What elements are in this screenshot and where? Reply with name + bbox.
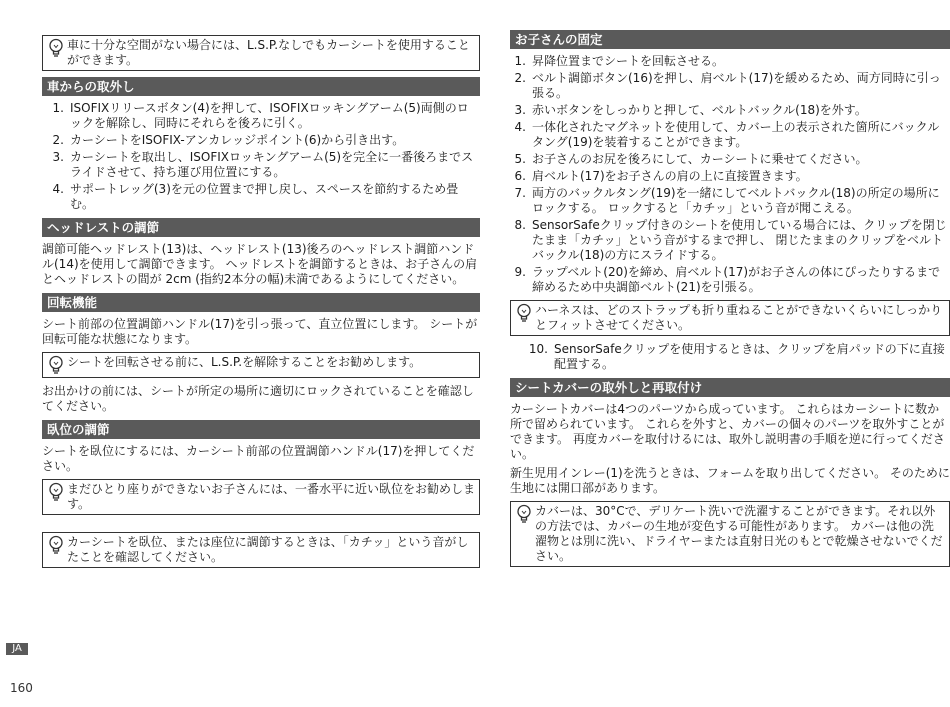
- note-box: [42, 35, 480, 71]
- list-item: 3. カーシートを取出し、ISOFIXロッキングアーム(5)を完全に一番後ろまでスライドさせて、持ち運び用位置にする。: [52, 150, 474, 179]
- list-item: 4. サポートレッグ(3)を元の位置まで押し戻し、スペースを節約するため畳む。: [52, 182, 459, 211]
- left-column: [42, 30, 480, 574]
- note-box: [42, 352, 480, 378]
- note-text: まだひとり座りができないお子さんには、一番水平に近い臥位をお勧めします。: [67, 482, 476, 511]
- note-box: [510, 300, 950, 336]
- headrest-text: 調節可能ヘッドレスト(13)は、ヘッドレスト(13)後ろのヘッドレスト調節ハンドル(14)を使用して調節できます。 ヘッドレストを調節するときは、お子さんの肩とヘッドレストの間が 2cm (指約2本分の幅)未満であるようにしてください。: [42, 242, 478, 286]
- note-text: ハーネスは、どのストラップも折り重ねることができないくらいにしっかりとフィットさせてください。: [535, 303, 943, 332]
- list-item: 9. ラップベルト(20)を締め、肩ベルト(17)がお子さんの体にぴったりするまで締めるため中央調節ベルト(21)を引張る。: [514, 265, 941, 294]
- lightbulb-icon: [47, 38, 65, 58]
- section-heading-fixing: お子さんの固定: [510, 30, 950, 49]
- list-item: 10. SensorSafeクリップを使用するときは、クリップを肩パッドの下に直接配置する。: [528, 342, 945, 371]
- lightbulb-icon: [47, 535, 65, 555]
- lightbulb-icon: [47, 482, 65, 502]
- note-box: [510, 501, 950, 567]
- list-item: 2. ベルト調節ボタン(16)を押し、肩ベルト(17)を緩めるため、両方同時に引っ張る。: [514, 71, 941, 100]
- list-item: 5. お子さんのお尻を後ろにして、カーシートに乗せてください。: [514, 152, 868, 166]
- rotation-text: シート前部の位置調節ハンドル(17)を引っ張って、直立位置にします。 シートが回転可能な状態になります。: [42, 317, 478, 346]
- section-heading-remove-car: 車からの取外し: [42, 77, 480, 96]
- section-heading-recline: 臥位の調節: [42, 420, 480, 439]
- note-text: カバーは、30°Cで、デリケート洗いで洗濯することができます。それ以外の方法では、カバーの生地が変色する可能性があります。 カバーは他の洗濯物とは別に洗い、ドライヤーまたは直射日光のもとで乾燥させないでください。: [535, 504, 943, 563]
- list-item: 1. 昇降位置までシートを回転させる。: [514, 54, 725, 68]
- section-heading-rotation: 回転機能: [42, 293, 480, 312]
- list-item: 6. 肩ベルト(17)をお子さんの肩の上に直接置きます。: [514, 169, 808, 183]
- cover-text-1: カーシートカバーは4つのパーツから成っています。 これらはカーシートに数か所で留められています。 これらを外すと、カバーの個々のパーツを取外すことができます。 再度カバーを取付けるには、取外し説明書の手順を逆に行ってください。: [510, 402, 945, 461]
- note-text: カーシートを臥位、または座位に調節するときは、「カチッ」という音がしたことを確認してください。: [67, 535, 469, 564]
- right-column: [510, 30, 950, 573]
- remove-steps: [42, 101, 480, 212]
- lightbulb-icon: [515, 504, 533, 524]
- rotation-text-2: お出かけの前には、シートが所定の場所に適切にロックされていることを確認してください。: [42, 384, 474, 413]
- list-item: 3. 赤いボタンをしっかりと押して、ベルトバックル(18)を外す。: [514, 103, 867, 117]
- cover-text-2: 新生児用インレー(1)を洗うときは、フォームを取り出してください。 そのために生地には開口部があります。: [510, 466, 950, 495]
- note-box: [42, 532, 480, 568]
- list-item: 4. 一体化されたマグネットを使用して、カバー上の表示された箇所にバックルタング(19)を装着することができます。: [514, 120, 940, 149]
- page-number: 160: [10, 681, 33, 695]
- lightbulb-icon: [515, 303, 533, 323]
- section-heading-headrest: ヘッドレストの調節: [42, 218, 480, 237]
- fixing-steps-cont: [510, 342, 950, 372]
- fixing-steps: [510, 54, 950, 295]
- recline-text: シートを臥位にするには、カーシート前部の位置調節ハンドル(17)を押してください。: [42, 444, 475, 473]
- lightbulb-icon: [47, 355, 65, 375]
- list-item: 2. カーシートをISOFIX-アンカレッジポイント(6)から引き出す。: [52, 133, 405, 147]
- note-box: [42, 479, 480, 515]
- list-item: 7. 両方のバックルタング(19)を一緒にしてベルトバックル(18)の所定の場所にロックする。 ロックすると「カチッ」という音が聞こえる。: [514, 186, 940, 215]
- list-item: 1. ISOFIXリリースボタン(4)を押して、ISOFIXロッキングアーム(5)両側のロックを解除し、同時にそれらを後ろに引く。: [52, 101, 469, 130]
- list-item: 8. SensorSafeクリップ付きのシートを使用している場合には、クリップを閉じたまま「カチッ」という音がするまで押し、 閉じたままのクリップをベルトバックル(18)の方にスライドする。: [514, 218, 947, 262]
- note-text: 車に十分な空間がない場合には、L.S.P.なしでもカーシートを使用することができます。: [67, 38, 470, 67]
- note-text: シートを回転させる前に、L.S.P.を解除することをお勧めします。: [67, 355, 422, 369]
- section-heading-cover: シートカバーの取外しと再取付け: [510, 378, 950, 397]
- language-badge: JA: [6, 643, 28, 655]
